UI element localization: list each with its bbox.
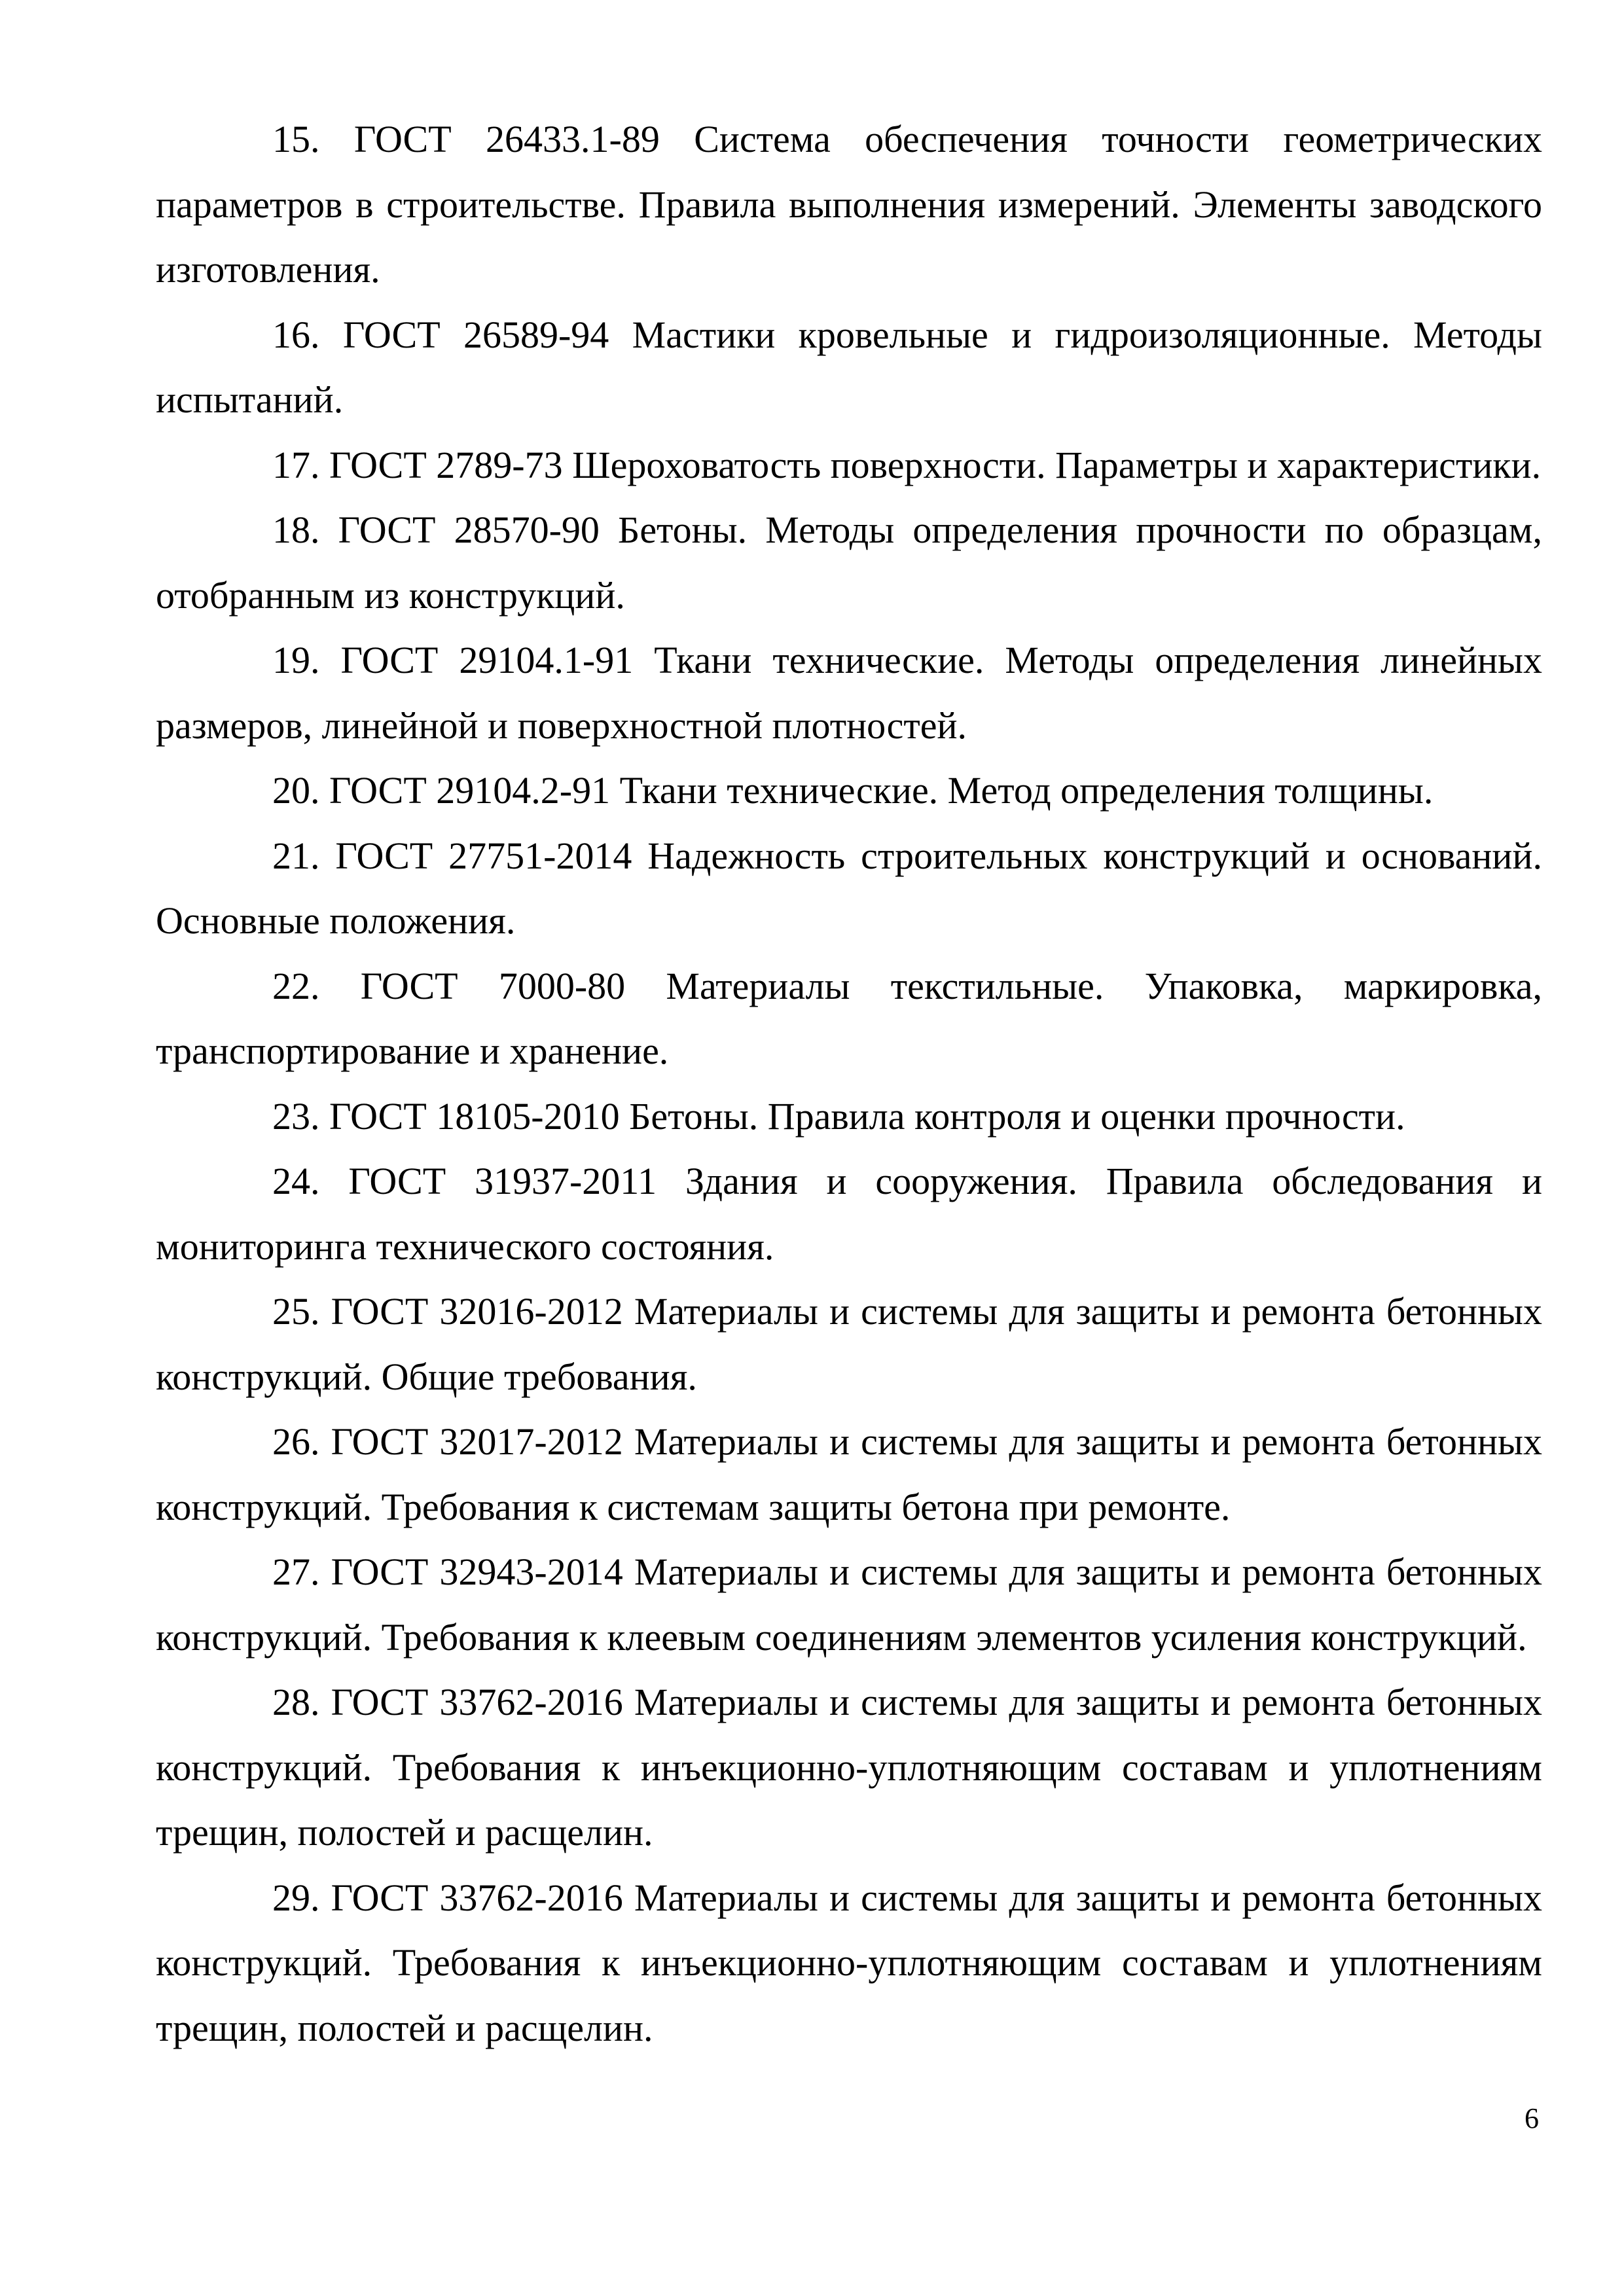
reference-item-27: 27. ГОСТ 32943-2014 Материалы и системы для защиты и ремонта бетонных конструкций. Требования к клеевым соединениям элементов усиления конструкций. [156, 1551, 1542, 1659]
reference-item-29: 29. ГОСТ 33762-2016 Материалы и системы для защиты и ремонта бетонных конструкций. Требования к инъекционно-уплотняющим составам и уплотнениям трещин, полостей и расщелин. [156, 1876, 1542, 2049]
reference-item-21: 21. ГОСТ 27751-2014 Надежность строительных конструкций и оснований. Основные положения. [156, 834, 1542, 942]
reference-item-25: 25. ГОСТ 32016-2012 Материалы и системы для защиты и ремонта бетонных конструкций. Общие требования. [156, 1290, 1542, 1398]
reference-item-22: 22. ГОСТ 7000-80 Материалы текстильные. Упаковка, маркировка, транспортирование и хранение. [156, 964, 1542, 1072]
reference-item-23: 23. ГОСТ 18105-2010 Бетоны. Правила контроля и оценки прочности. [272, 1094, 1405, 1138]
reference-item-28: 28. ГОСТ 33762-2016 Материалы и системы для защиты и ремонта бетонных конструкций. Требования к инъекционно-уплотняющим составам и уплотнениям трещин, полостей и расщелин. [156, 1681, 1542, 1854]
reference-item-24: 24. ГОСТ 31937-2011 Здания и сооружения. Правила обследования и мониторинга технического состояния. [156, 1160, 1542, 1268]
page-number: 6 [1525, 2102, 1539, 2134]
reference-item-20: 20. ГОСТ 29104.2-91 Ткани технические. Метод определения толщины. [272, 769, 1434, 812]
reference-list [156, 107, 1542, 2060]
reference-item-19: 19. ГОСТ 29104.1-91 Ткани технические. Методы определения линейных размеров, линейной и поверхностной плотностей. [156, 639, 1542, 747]
reference-item-16: 16. ГОСТ 26589-94 Мастики кровельные и гидроизоляционные. Методы испытаний. [156, 313, 1542, 421]
reference-item-17: 17. ГОСТ 2789-73 Шероховатость поверхности. Параметры и характеристики. [272, 443, 1542, 486]
reference-item-26: 26. ГОСТ 32017-2012 Материалы и системы для защиты и ремонта бетонных конструкций. Требования к системам защиты бетона при ремонте. [156, 1420, 1542, 1528]
reference-item-15: 15. ГОСТ 26433.1-89 Система обеспечения точности геометрических параметров в строительстве. Правила выполнения измерений. Элементы заводского изготовления. [156, 118, 1542, 291]
reference-item-18: 18. ГОСТ 28570-90 Бетоны. Методы определения прочности по образцам, отобранным из конструкций. [156, 509, 1542, 617]
